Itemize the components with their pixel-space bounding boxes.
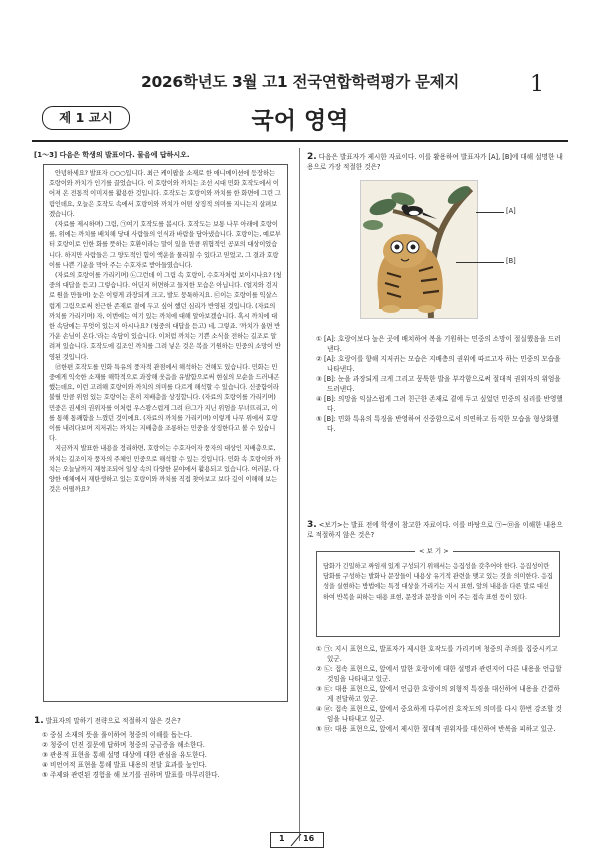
answer-option[interactable]: ⑤ ㉤: 대용 표현으로, 앞에서 제시한 절대적 권위자를 대신하여 반복을 피하고 있군.: [316, 725, 556, 733]
question-number: 2.: [307, 152, 317, 162]
answer-option[interactable]: ④ 비언어적 표현을 통해 발표 내용의 전달 효과를 높인다.: [42, 761, 207, 769]
answer-option[interactable]: ① [A]: 호랑이보다 높은 곳에 배치하여 복을 기원하는 민중의 소망이 절실했음을 드러낸다.: [316, 335, 561, 353]
passage-paragraph: ㉣한편 호작도를 민화 특유의 풍자적 관점에서 해석하는 견해도 있습니다. 민화는 민중에게 익숙한 소재를 해학적으로 과장해 웃음을 유발함으로써 현실의 모순을 드러내곤 했는데요, 이런 고려해 호랑이와 까치의 의미를 다르게 해석할 수 있습니다. 신중함이라 불릴 만큼 위엄 있는 호랑이는 흔히 지배층을 상징합니다. (자료의 호랑이를 가리키며) 민중은 권세의 권위자를 이처럼 우스꽝스럽게 그려 ㉤그가 지닌 위엄을 무너뜨리고, 이를 통해 통쾌함을 느꼈던 것이에요. (자료의 까치를 가리키며) 이렇게 나무 위에서 호랑이를 내려다보며 지저귀는 까치는 지배층을 조롱하는 민중을 상징한다고 볼 수 있습니다.: [49, 363, 280, 443]
question-group-instruction: [1～3] 다음은 학생의 발표이다. 물음에 답하시오.: [34, 151, 190, 159]
answer-option[interactable]: ④ ㉣: 접속 표현으로, 앞에서 중요하게 다루어진 호작도의 의미를 다시 한번 강조할 것임을 나타내고 있군.: [316, 705, 562, 723]
answer-option[interactable]: ③ [B]: 눈을 과장되게 크게 그리고 뭉툭한 발을 부각함으로써 절대적 권위자의 위엄을 드러낸다.: [316, 375, 561, 393]
answer-option[interactable]: ② 청중이 던진 질문에 답하며 청중의 궁금증을 해소한다.: [42, 741, 205, 749]
question-stem: <보기>는 발표 전에 학생이 참고한 자료이다. 이를 바탕으로 ㉠~㉤을 이해한 내용으로 적절하지 않은 것은?: [307, 521, 563, 539]
answer-option[interactable]: ⑤ [B]: 민화 특유의 특징을 반영하여 신중함으로서 의연하고 듬직한 모습을 형상화했다.: [316, 415, 559, 433]
question-stem: 발표자의 말하기 전략으로 적절하지 않은 것은?: [45, 717, 181, 725]
answer-option[interactable]: ② ㉡: 접속 표현으로, 앞에서 말한 호랑이에 대한 설명과 관련지어 다른 내용을 언급할 것임을 나타내고 있군.: [316, 665, 562, 683]
answer-option[interactable]: ② [A]: 호랑이를 향해 지저귀는 모습은 지배층의 권위에 따르고자 하는 민중의 모습을 나타낸다.: [316, 355, 561, 373]
answer-option[interactable]: ① 중심 소재의 뜻을 풀이하여 청중의 이해를 돕는다.: [42, 731, 193, 739]
bogi-title: < 보 기 >: [415, 546, 453, 555]
column-divider: [299, 148, 300, 841]
question-3-stem: [307, 520, 565, 540]
question-3-options: [316, 644, 566, 734]
answer-option[interactable]: ① ㉠: 지시 표현으로, 발표자가 제시한 호작도를 가리키며 청중의 주의를 집중시키고 있군.: [316, 645, 558, 663]
bogi-text: 담화가 긴밀하고 짜임새 있게 구성되기 위해서는 응집성을 갖추어야 한다. 응집성이란 담화를 구성하는 발화나 문장들이 내용상 유기적 관련을 맺고 있는 것을 의미한다. 응집성을 실현하는 방법에는 특정 대상을 가리키는 지시 표현, 앞의 내용을 다른 말로 대신하여 반복을 피하는 대용 표현, 문장과 문장을 이어 주는 접속 표현 등이 있다.: [323, 563, 553, 601]
question-stem: 다음은 발표자가 제시한 자료이다. 이를 활용하여 발표자가 [A], [B]에 대해 설명한 내용으로 가장 적절한 것은?: [307, 153, 563, 171]
session-badge: 제 1 교시: [42, 106, 130, 130]
page-indicator: [270, 832, 324, 848]
passage-paragraph: 지금까지 발표한 내용을 정리하면, 호랑이는 수호자이자 풍자의 대상인 지배층으로, 까치는 길조이자 풍자의 주체인 민중으로 해석할 수 있는 것입니다. 민화 속 호랑이와 까치는 오늘날까지 재창조되어 일상 속의 다양한 분야에서 활용되고 있습니다. 여러분, 다양한 매체에서 재탄생하고 있는 호랑이와 까치를 직접 찾아보고 보다 깊이 이해해 보는 것은 어떨까요?: [49, 445, 281, 494]
current-page: 1: [279, 834, 285, 843]
subject-title: 국어 영역: [251, 108, 349, 134]
question-number: 1.: [34, 716, 44, 726]
bogi-box: [316, 551, 560, 637]
question-2-options: [316, 334, 566, 434]
exam-title: 2026학년도 3월 고1 전국연합학력평가 문제지: [140, 73, 460, 91]
label-b-line: [456, 262, 504, 263]
answer-option[interactable]: ③ 관용적 표현을 통해 설명 대상에 대한 관심을 유도한다.: [42, 751, 207, 759]
label-b: [B]: [506, 257, 516, 265]
total-pages: 16: [303, 834, 315, 843]
passage-paragraph: (자료의 호랑이를 가리키며) ㉡그런데 이 그림 속 호랑이, 수호자처럼 보이시나요? (청중의 대답을 듣고) 그렇습니다. 어딘지 허면하고 들지한 모습은 아닙니다. (얼지와 검지로 원을 만들며) 눈은 이렇게 과장되게 크고, 발도 뭉툭하지요. ㉢이는 호랑이를 익살스럽게 그림으로써 친근한 존재로 곁에 두고 싶어 했던 심리가 반영된 것입니다. (자료의 까치를 가리키며) 자, 이번에는 여기 있는 까치에 대해 알아보겠습니다. 혹시 까치에 대한 속담에는 무엇이 있는지 아시나요? (청중의 대답을 듣고) 네, 그렇죠. '까치가 울면 반가운 손님이 온다.'라는 속담이 있습니다. 이처럼 까치는 기쁜 소식을 전하는 길조로 알려져 있습니다. 호작도에 길조인 까치를 그려 넣은 것은 복을 기원하는 민중의 소망이 반영된 것입니다.: [49, 272, 282, 361]
header-rule: [32, 140, 568, 142]
tiger-magpie-painting: [360, 180, 478, 319]
answer-option[interactable]: ④ [B]: 의망을 익살스럽게 그려 친근한 존재로 곁에 두고 싶었던 민중의 심리를 반영했다.: [316, 395, 563, 413]
answer-option[interactable]: ⑤ 주제와 관련된 경험을 해 보기를 권하며 발표를 마무리한다.: [42, 771, 220, 779]
question-2-stem: [307, 152, 565, 172]
page-slash: [271, 833, 323, 847]
label-a: [A]: [506, 207, 516, 215]
passage-paragraph: (자료를 제시하며) 그림, ㉠여기 호작도를 봅시다. 호작도는 보통 나무 아래에 호랑이를, 위에는 까치를 배치해 당대 사람들의 인식과 바람을 담아냈습니다. 호랑이는, 예로부터 호랑이로 인한 화를 뜻하는 호환이라는 말이 있을 만큼 위협적인 공포의 대상이었습니다. 하지만 사람들은 그 양도적인 힘이 액운을 물리칠 수 있다고 믿었고, 그 결과 호랑이를 나쁜 기운을 막아 주는 수호자로 받아들였습니다.: [49, 221, 281, 269]
page-number: 1: [530, 72, 544, 97]
passage-paragraph: 안녕하세요? 발표자 ○○○입니다. 최근 케이팝을 소재로 한 애니메이션에 등장하는 호랑이와 까치가 인기를 끌었습니다. 이 호랑이와 까치는 조선 시대 민화 호작도에서 이어져 온 전통적 이미지를 활용한 것입니다. 호작도는 호랑이와 까치를 한 화면에 그린 그림인데요, 오늘은 호작도 속에서 호랑이와 까치가 어떤 상징적 의미를 지니는지 살펴보겠습니다.: [49, 170, 281, 218]
answer-option[interactable]: ③ ㉢: 대용 표현으로, 앞에서 언급한 호랑이의 외형적 특징을 대신하여 내용을 간결하게 전달하고 있군.: [316, 685, 560, 703]
speech-passage: [43, 164, 288, 702]
question-1: [34, 716, 296, 780]
painting-illustration: [361, 181, 477, 318]
question-number: 3.: [307, 520, 317, 530]
label-a-line: [476, 212, 504, 213]
